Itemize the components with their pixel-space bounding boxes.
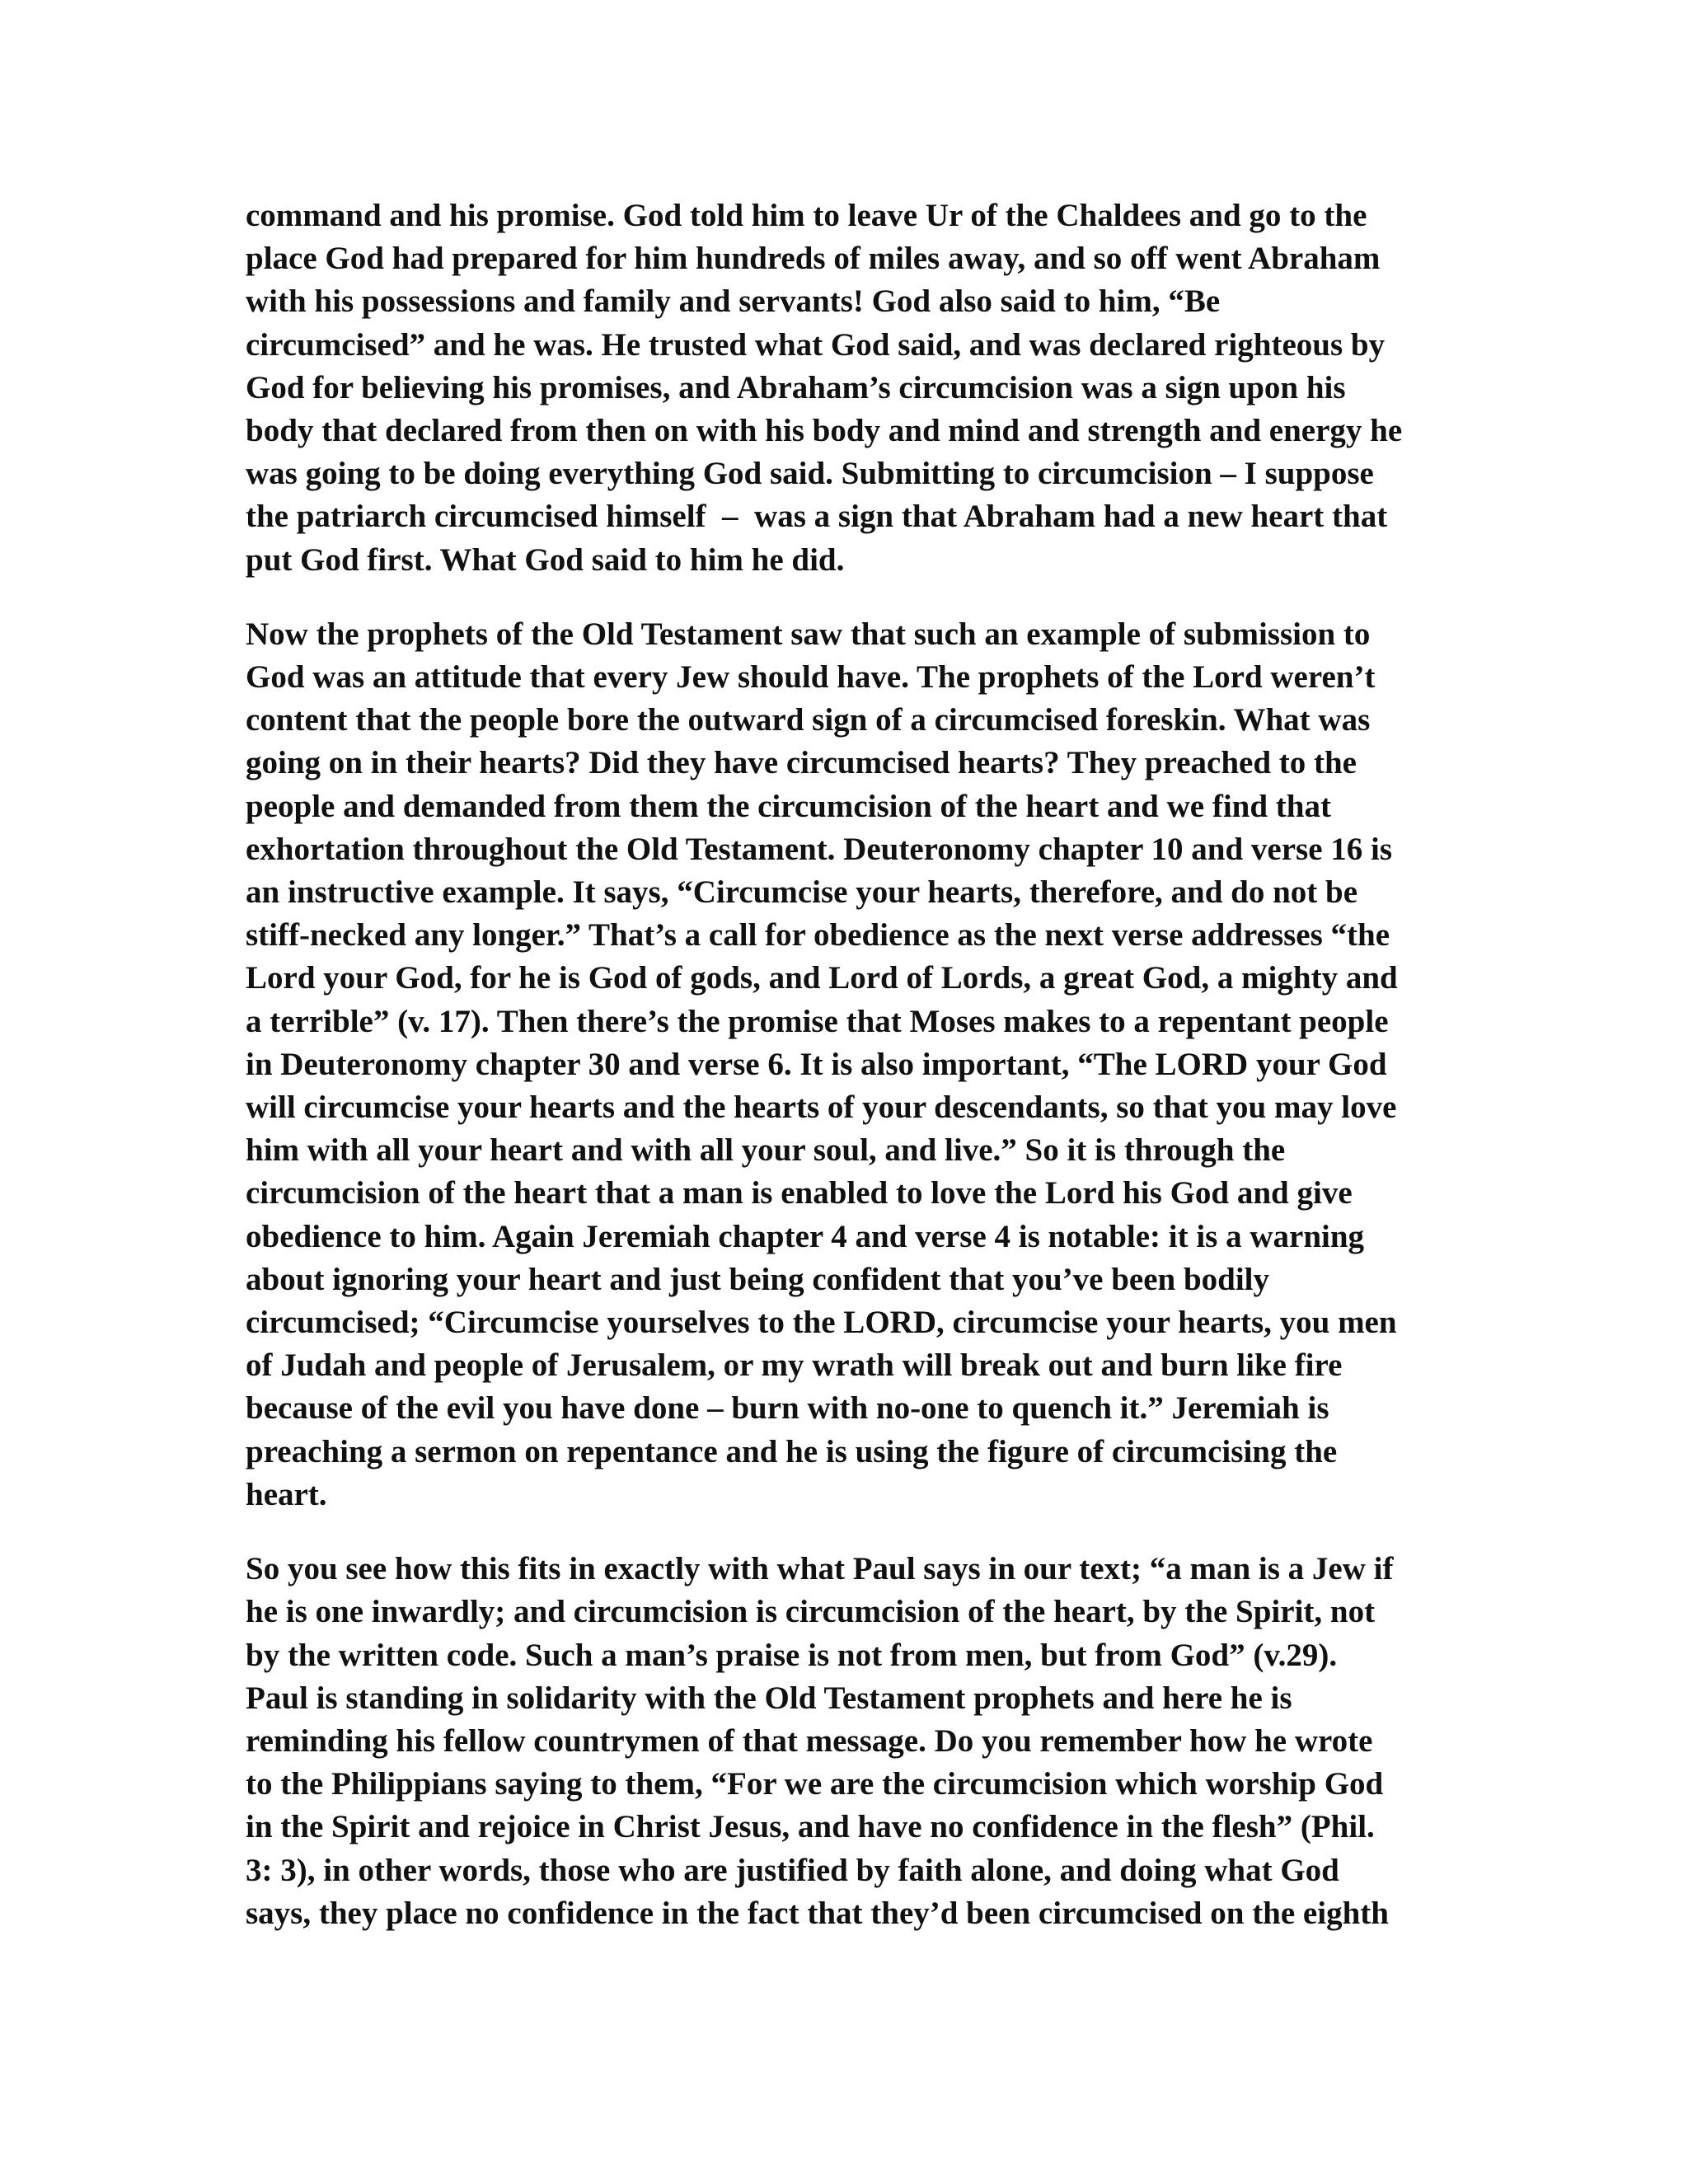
text-line: exhortation throughout the Old Testament. Deuteronomy chapter 10 and verse 16 is: [246, 831, 1393, 867]
text-line: going on in their hearts? Did they have circumcised hearts? They preached to the: [246, 745, 1357, 781]
text-line: place God had prepared for him hundreds of miles away, and so off went Abraham: [246, 241, 1381, 277]
text-line: stiff-necked any longer.” That’s a call for obedience as the next verse addresses “the: [246, 917, 1390, 954]
paragraph-2: [246, 613, 1465, 1516]
text-line: preaching a sermon on repentance and he is using the figure of circumcising the: [246, 1433, 1338, 1469]
text-line: the patriarch circumcised himself – was a sign that Abraham had a new heart that: [246, 499, 1388, 535]
text-line: says, they place no confidence in the fact that they’d been circumcised on the eighth: [246, 1895, 1389, 1931]
text-line: So you see how this fits in exactly with what Paul says in our text; “a man is a Jew if: [246, 1551, 1394, 1587]
document-page: [246, 194, 1465, 1966]
text-line: obedience to him. Again Jeremiah chapter 4 and verse 4 is notable: it is a warning: [246, 1218, 1365, 1254]
text-line: will circumcise your hearts and the hearts of your descendants, so that you may love: [246, 1090, 1397, 1126]
text-line: God for believing his promises, and Abraham’s circumcision was a sign upon his: [246, 369, 1346, 405]
text-line: to the Philippians saying to them, “For we are the circumcision which worship God: [246, 1766, 1384, 1802]
text-line: reminding his fellow countrymen of that message. Do you remember how he wrote: [246, 1722, 1373, 1759]
text-line: circumcised; “Circumcise yourselves to the LORD, circumcise your hearts, you men: [246, 1305, 1397, 1341]
text-line: God was an attitude that every Jew should have. The prophets of the Lord weren’t: [246, 659, 1376, 696]
text-line: a terrible” (v. 17). Then there’s the promise that Moses makes to a repentant people: [246, 1003, 1389, 1039]
text-line: heart.: [246, 1476, 327, 1512]
text-line: put God first. What God said to him he did.: [246, 541, 845, 578]
text-line: Paul is standing in solidarity with the Old Testament prophets and here he is: [246, 1680, 1292, 1716]
text-line: people and demanded from them the circumcision of the heart and we find that: [246, 788, 1331, 824]
text-line: Now the prophets of the Old Testament saw that such an example of submission to: [246, 616, 1371, 652]
text-line: because of the evil you have done – burn with no-one to quench it.” Jeremiah is: [246, 1390, 1329, 1427]
text-line: by the written code. Such a man’s praise is not from men, but from God” (v.29).: [246, 1637, 1338, 1673]
text-line: in Deuteronomy chapter 30 and verse 6. It is also important, “The LORD your God: [246, 1046, 1387, 1082]
text-line: in the Spirit and rejoice in Christ Jesus, and have no confidence in the flesh” (Phil.: [246, 1809, 1375, 1845]
text-line: an instructive example. It says, “Circumcise your hearts, therefore, and do not be: [246, 874, 1358, 911]
text-line: was going to be doing everything God said. Submitting to circumcision – I suppose: [246, 456, 1374, 492]
text-line: about ignoring your heart and just being confident that you’ve been bodily: [246, 1261, 1270, 1297]
text-line: body that declared from then on with his body and mind and strength and energy he: [246, 413, 1403, 449]
text-line: content that the people bore the outward sign of a circumcised foreskin. What was: [246, 702, 1371, 738]
text-line: 3: 3), in other words, those who are justified by faith alone, and doing what God: [246, 1852, 1339, 1888]
text-line: circumcised” and he was. He trusted what God said, and was declared righteous by: [246, 326, 1386, 363]
text-line: Lord your God, for he is God of gods, and Lord of Lords, a great God, a mighty and: [246, 960, 1398, 996]
paragraph-3: [246, 1548, 1465, 1935]
text-line: with his possessions and family and servants! God also said to him, “Be: [246, 284, 1221, 320]
text-line: he is one inwardly; and circumcision is circumcision of the heart, by the Spirit, not: [246, 1594, 1376, 1630]
text-line: him with all your heart and with all your soul, and live.” So it is through the: [246, 1132, 1286, 1169]
text-line: of Judah and people of Jerusalem, or my wrath will break out and burn like fire: [246, 1347, 1343, 1384]
paragraph-1: [246, 194, 1465, 582]
text-line: circumcision of the heart that a man is enabled to love the Lord his God and give: [246, 1175, 1353, 1212]
text-line: command and his promise. God told him to leave Ur of the Chaldees and go to the: [246, 198, 1367, 233]
